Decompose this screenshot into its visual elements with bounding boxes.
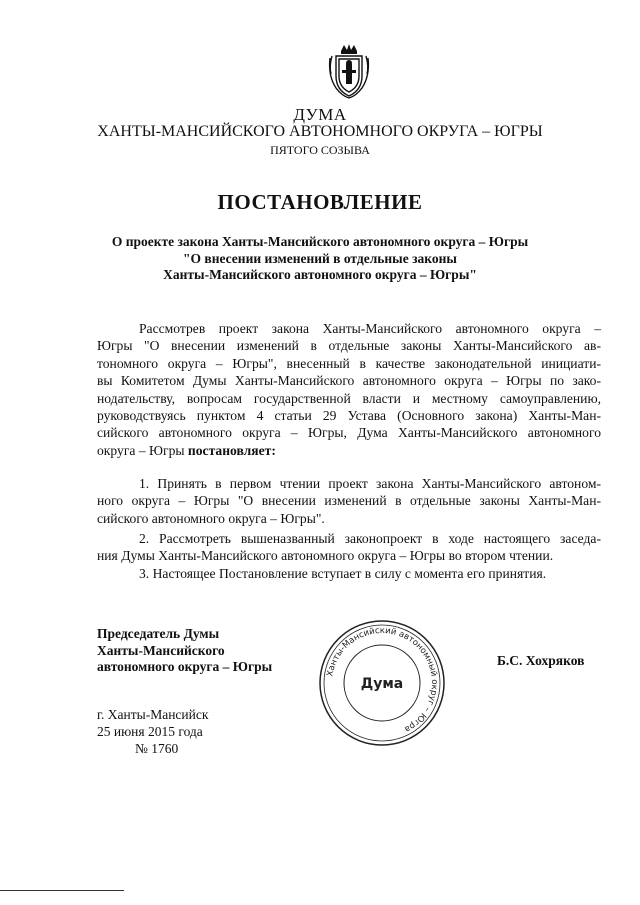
stamp-ring-text: Ханты-Мансийский автономный округ – Югра (325, 625, 440, 735)
coat-of-arms-emblem (326, 42, 372, 100)
paragraph-line: ного округа – Югры "О внесении изменений в отдельные законы Ханты-Ман- (97, 493, 601, 509)
document-type-heading: ПОСТАНОВЛЕНИЕ (217, 190, 423, 214)
paragraph-line: 1. Принять в первом чтении проект закона Ханты-Мансийского автоном- (139, 476, 601, 491)
preamble-paragraph (97, 320, 601, 459)
date: 25 июня 2015 года (97, 724, 203, 739)
signatory-title (97, 626, 272, 676)
paragraph-text: округа – Югры (97, 442, 188, 458)
paragraph-line: вы Комитетом Думы Ханты-Мансийского автономного округа – Югры по зако- (97, 373, 601, 389)
convocation-label: ПЯТОГО СОЗЫВА (270, 143, 370, 157)
paragraph-line: сийского автономного округа – Югры, Дума Ханты-Мансийского автономного (97, 425, 601, 441)
duma-title: ДУМА (293, 105, 347, 124)
document-number: № 1760 (135, 741, 179, 756)
clause-3 (97, 565, 601, 582)
signatory-title-line: автономного округа – Югры (97, 659, 273, 674)
signatory-title-line: Ханты-Мансийского (97, 642, 225, 658)
paragraph-line: Рассмотрев проект закона Ханты-Мансийского автономного округа – (139, 321, 601, 336)
signatory-title-line: Председатель Думы (97, 626, 220, 641)
resolution-subject (0, 234, 640, 284)
paragraph-line: Югры "О внесении изменений в отдельные законы Ханты-Мансийского ав- (97, 338, 601, 354)
subject-line: О проекте закона Ханты-Мансийского автономного округа – Югры (111, 234, 529, 249)
footer-divider (0, 890, 124, 891)
clause-1 (97, 475, 601, 527)
paragraph-line: руководствуясь пунктом 4 статьи 29 Устава (Основного закона) Ханты-Ман- (97, 408, 601, 424)
subject-line: Ханты-Мансийского автономного округа – Югры" (163, 267, 477, 282)
paragraph-line: 2. Рассмотреть вышеназванный законопроект в ходе настоящего заседа- (139, 531, 601, 546)
paragraph-line: тономного округа – Югры", внесенный в качестве законодательной инициати- (97, 355, 601, 371)
official-stamp (317, 618, 447, 748)
signatory-name: Б.С. Хохряков (497, 653, 585, 668)
paragraph-line: сийского автономного округа – Югры". (97, 510, 325, 526)
stamp-center-text: Дума (360, 676, 404, 692)
paragraph-line (97, 442, 601, 459)
decree-keyword: постановляет: (187, 442, 276, 458)
paragraph-line: 3. Настоящее Постановление вступает в силу с момента его принятия. (139, 566, 547, 581)
clause-2 (97, 530, 601, 565)
okrug-title: ХАНТЫ-МАНСИЙСКОГО АВТОНОМНОГО ОКРУГА – ЮГРЫ (97, 123, 543, 140)
paragraph-line: нодательству, вопросам государственной власти и местному самоуправлению, (97, 390, 601, 406)
subject-line: "О внесении изменений в отдельные законы (183, 250, 457, 266)
place-date-number (97, 706, 208, 757)
city: г. Ханты-Мансийск (97, 707, 209, 722)
paragraph-line: ния Думы Ханты-Мансийского автономного округа – Югры во втором чтении. (97, 548, 554, 564)
